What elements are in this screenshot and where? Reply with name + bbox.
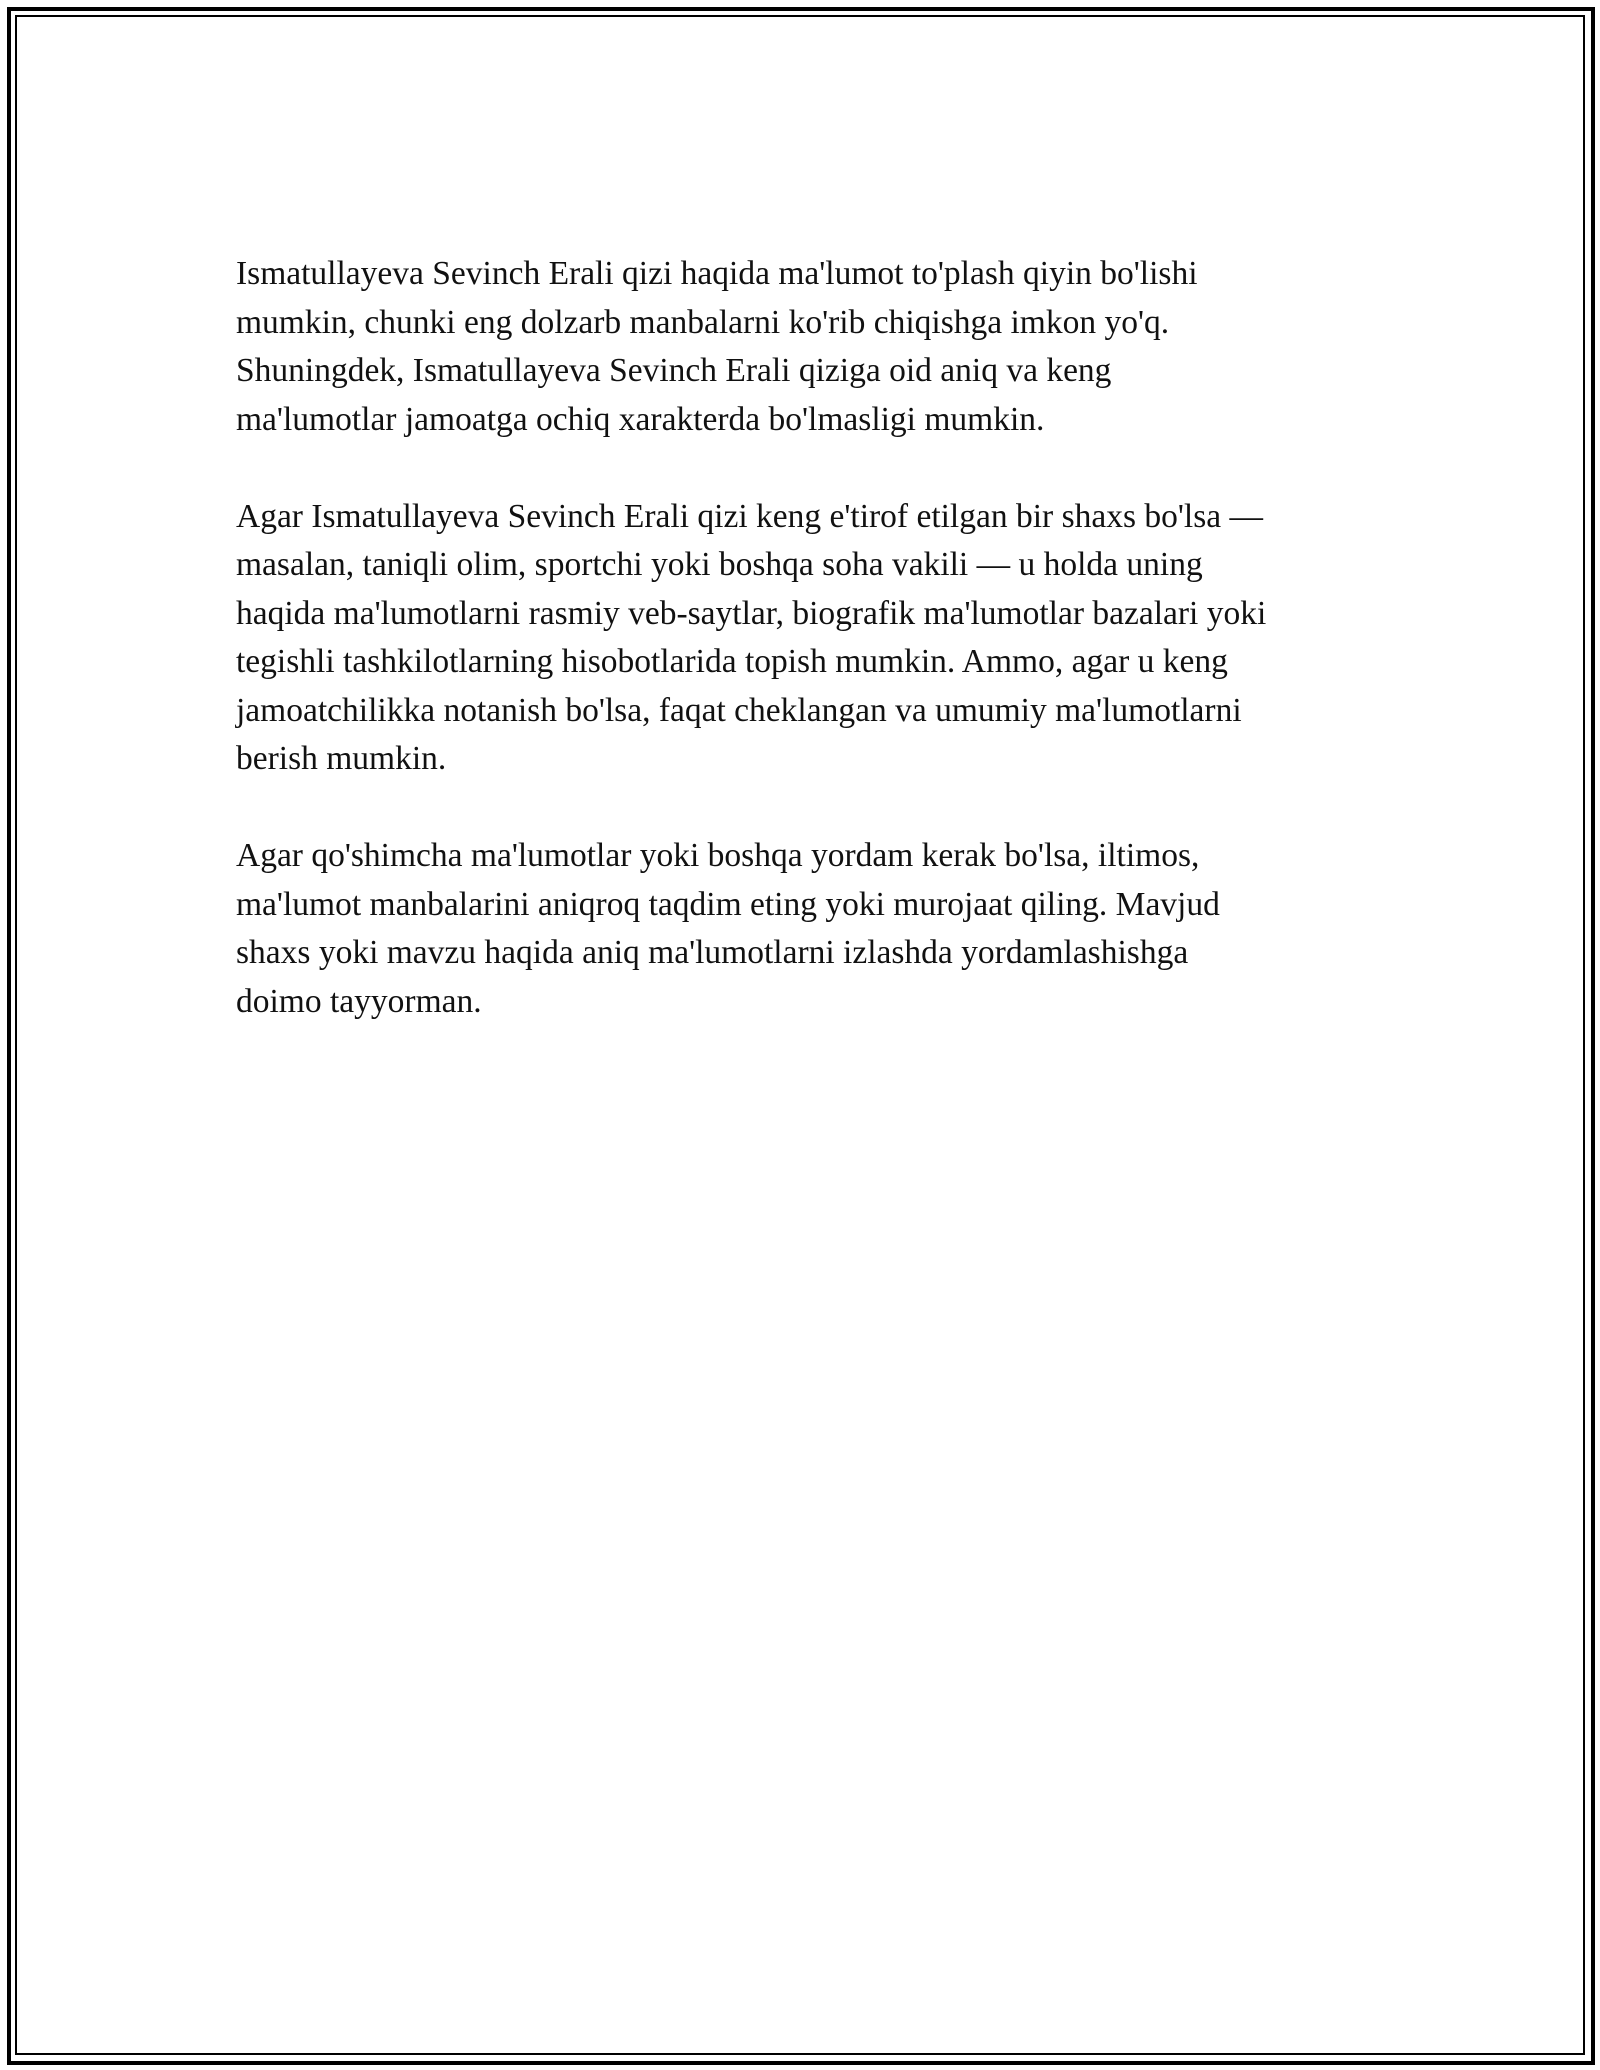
paragraph-3-line-3: shaxs yoki mavzu haqida aniq ma'lumotlarni izlashda yordamlashishga: [236, 934, 1189, 971]
paragraph-1-line-3: Shuningdek, Ismatullayeva Sevinch Erali qiziga oid aniq va keng: [236, 352, 1112, 389]
paragraph-3-line-4: doimo tayyorman.: [236, 982, 482, 1020]
paragraph-3-line-1: Agar qo'shimcha ma'lumotlar yoki boshqa yordam kerak bo'lsa, iltimos,: [236, 837, 1200, 874]
paragraph-3: [236, 832, 1386, 1026]
paragraph-2-line-4: tegishli tashkilotlarning hisobotlarida topish mumkin. Ammo, agar u keng: [236, 643, 1228, 680]
paragraph-2-line-1: Agar Ismatullayeva Sevinch Erali qizi keng e'tirof etilgan bir shaxs bo'lsa —: [236, 497, 1264, 535]
paragraph-1-line-2: mumkin, chunki eng dolzarb manbalarni ko'rib chiqishga imkon yo'q.: [236, 303, 1170, 341]
paragraph-2-line-3: haqida ma'lumotlarni rasmiy veb-saytlar, biografik ma'lumotlar bazalari yoki: [236, 594, 1267, 632]
paragraph-2-line-2: masalan, taniqli olim, sportchi yoki boshqa soha vakili — u holda uning: [236, 546, 1203, 583]
paragraph-1-line-4: ma'lumotlar jamoatga ochiq xarakterda bo'lmasligi mumkin.: [236, 400, 1045, 438]
document-body: [236, 250, 1386, 1075]
paragraph-2-line-5: jamoatchilikka notanish bo'lsa, faqat cheklangan va umumiy ma'lumotlarni: [236, 691, 1242, 729]
paragraph-1-line-1: Ismatullayeva Sevinch Erali qizi haqida ma'lumot to'plash qiyin bo'lishi: [236, 255, 1198, 292]
paragraph-1: [236, 250, 1386, 444]
paragraph-2-line-6: berish mumkin.: [236, 740, 447, 777]
paragraph-2: [236, 493, 1386, 784]
paragraph-3-line-2: ma'lumot manbalarini aniqroq taqdim eting yoki murojaat qiling. Mavjud: [236, 885, 1220, 923]
